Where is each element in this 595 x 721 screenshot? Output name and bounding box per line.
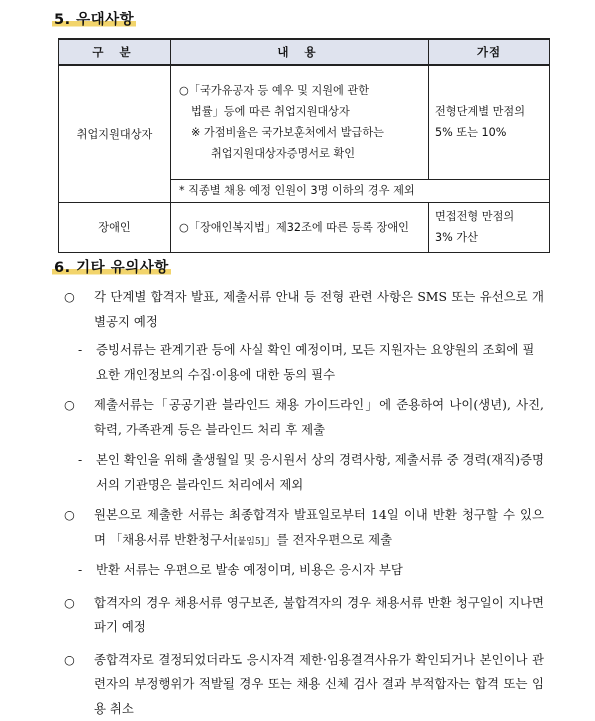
table-row	[59, 202, 550, 252]
row2-score: 면접전형 만점의 3% 가산	[429, 202, 550, 252]
dash-mark: -	[78, 338, 82, 363]
table-row	[59, 65, 550, 179]
section5-title: 5. 우대사항	[52, 8, 136, 29]
list-item: - 증빙서류는 관계기관 등에 사실 확인 예정이며, 모든 지원자는 요양원의 조회에 필요한 개인정보의 수집·이용에 대한 동의 필수	[64, 338, 544, 387]
notes-list	[64, 285, 544, 721]
header-content: 내 용	[171, 39, 429, 65]
list-item: - 반환 서류는 우편으로 발송 예정이며, 비용은 응시자 부담	[64, 558, 544, 583]
section6-title: 6. 기타 유의사항	[52, 256, 171, 277]
preference-table	[58, 38, 550, 253]
table-header-row	[59, 39, 550, 65]
dash-mark: -	[78, 558, 82, 583]
row1-note: * 직종별 채용 예정 인원이 3명 이하의 경우 제외	[171, 179, 550, 202]
dash-mark: -	[78, 448, 82, 473]
row2-content: ○「장애인복지법」제32조에 따른 등록 장애인	[171, 202, 429, 252]
list-item: ○ 원본으로 제출한 서류는 최종합격자 발표일로부터 14일 이내 반환 청구할 수 있으며 「채용서류 반환청구서[붙임5]」를 전자우편으로 제출	[64, 503, 544, 554]
bullet-mark: ○	[64, 591, 75, 616]
list-item: ○ 제출서류는「공공기관 블라인드 채용 가이드라인」에 준용하여 나이(생년), 사진, 학력, 가족관계 등은 블라인드 처리 후 제출	[64, 393, 544, 442]
list-item: - 본인 확인을 위해 출생월일 및 응시원서 상의 경력사항, 제출서류 중 경력(재직)증명서의 기관명은 블라인드 처리에서 제외	[64, 448, 544, 497]
header-category: 구 분	[59, 39, 171, 65]
row1-category: 취업지원대상자	[59, 65, 171, 202]
list-item: ○ 합격자의 경우 채용서류 영구보존, 불합격자의 경우 채용서류 반환 청구일이 지나면 파기 예정	[64, 591, 544, 640]
bullet-mark: ○	[64, 503, 75, 528]
row2-category: 장애인	[59, 202, 171, 252]
row1-content: ○「국가유공자 등 예우 및 지원에 관한 법률」등에 따른 취업지원대상자 ※ 가점비율은 국가보훈처에서 발급하는 취업지원대상자증명서로 확인	[171, 65, 429, 179]
bullet-mark: ○	[64, 393, 75, 418]
list-item: ○ 종합격자로 결정되었더라도 응시자격 제한·임용결격사유가 확인되거나 본인이나 관련자의 부정행위가 적발될 경우 또는 채용 신체 검사 결과 부적합자는 합격 또는 임용 취소	[64, 648, 544, 721]
bullet-mark: ○	[64, 285, 75, 310]
header-score: 가점	[429, 39, 550, 65]
list-item: ○ 각 단계별 합격자 발표, 제출서류 안내 등 전형 관련 사항은 SMS 또는 유선으로 개별공지 예정	[64, 285, 544, 334]
row1-score: 전형단계별 만점의 5% 또는 10%	[429, 65, 550, 179]
bullet-mark: ○	[64, 648, 75, 673]
